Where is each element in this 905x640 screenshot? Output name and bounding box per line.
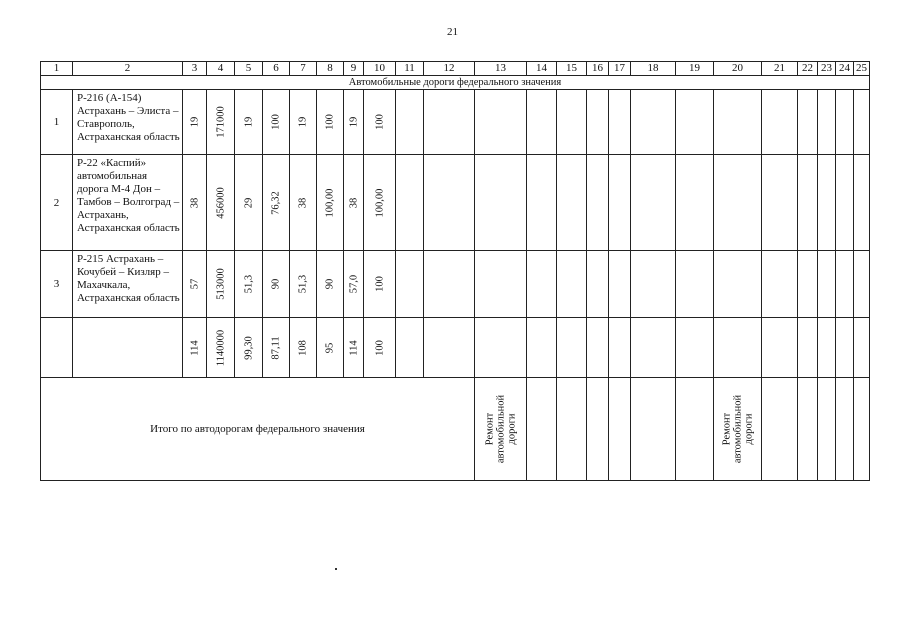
cell-c8: 100: [317, 90, 344, 155]
empty-cell: [818, 378, 836, 481]
empty-cell: [609, 378, 631, 481]
empty-cell: [41, 318, 73, 378]
column-header: 7: [290, 62, 317, 76]
column-header: 13: [475, 62, 527, 76]
empty-cell: [424, 318, 475, 378]
repair-cell-20: [714, 378, 762, 481]
empty-cell: [798, 90, 818, 155]
empty-cell: [475, 318, 527, 378]
road-name: Р-216 (А-154) Астрахань – Элиста – Ставрополь, Астраханская область: [73, 90, 183, 155]
repair-label: Ремонт автомобильной дороги: [484, 394, 517, 464]
column-header: 19: [676, 62, 714, 76]
cell-c10: 100: [364, 90, 396, 155]
empty-cell: [557, 378, 587, 481]
column-header: 11: [396, 62, 424, 76]
empty-cell: [836, 318, 854, 378]
empty-cell: [854, 251, 870, 318]
cell-c7: 51,3: [290, 251, 317, 318]
empty-cell: [762, 318, 798, 378]
cell-c10: 100,00: [364, 155, 396, 251]
cell-c5: 51,3: [235, 251, 263, 318]
empty-cell: [676, 251, 714, 318]
empty-cell: [396, 90, 424, 155]
empty-cell: [527, 318, 557, 378]
empty-cell: [798, 155, 818, 251]
table-row: [41, 90, 870, 155]
empty-cell: [557, 155, 587, 251]
total-c3: 114: [183, 318, 207, 378]
scan-speck: [335, 568, 337, 570]
empty-cell: [527, 378, 557, 481]
empty-cell: [587, 318, 609, 378]
cell-c4: 171000: [207, 90, 235, 155]
empty-cell: [836, 90, 854, 155]
column-header: 22: [798, 62, 818, 76]
empty-cell: [73, 318, 183, 378]
total-c7: 108: [290, 318, 317, 378]
empty-cell: [424, 251, 475, 318]
empty-cell: [676, 318, 714, 378]
total-c10: 100: [364, 318, 396, 378]
empty-cell: [676, 90, 714, 155]
empty-cell: [557, 90, 587, 155]
total-c6: 87,11: [263, 318, 290, 378]
cell-c9: 38: [344, 155, 364, 251]
cell-c7: 19: [290, 90, 317, 155]
total-c8: 95: [317, 318, 344, 378]
cell-c5: 19: [235, 90, 263, 155]
column-header: 3: [183, 62, 207, 76]
column-header: 2: [73, 62, 183, 76]
empty-cell: [475, 251, 527, 318]
empty-cell: [836, 378, 854, 481]
empty-cell: [631, 318, 676, 378]
cell-c4: 513000: [207, 251, 235, 318]
empty-cell: [836, 155, 854, 251]
empty-cell: [587, 155, 609, 251]
column-header: 20: [714, 62, 762, 76]
total-label-row: [41, 378, 870, 481]
column-header: 25: [854, 62, 870, 76]
empty-cell: [609, 251, 631, 318]
section-row: [41, 76, 870, 90]
empty-cell: [762, 378, 798, 481]
cell-c5: 29: [235, 155, 263, 251]
column-header: 23: [818, 62, 836, 76]
empty-cell: [798, 378, 818, 481]
column-number-row: [41, 62, 870, 76]
table-row: [41, 155, 870, 251]
total-c4: 1140000: [207, 318, 235, 378]
empty-cell: [631, 251, 676, 318]
cell-c9: 57,0: [344, 251, 364, 318]
empty-cell: [557, 251, 587, 318]
empty-cell: [424, 155, 475, 251]
cell-c10: 100: [364, 251, 396, 318]
empty-cell: [818, 251, 836, 318]
column-header: 18: [631, 62, 676, 76]
cell-c3: 38: [183, 155, 207, 251]
cell-c3: 57: [183, 251, 207, 318]
empty-cell: [475, 90, 527, 155]
empty-cell: [836, 251, 854, 318]
empty-cell: [609, 318, 631, 378]
empty-cell: [798, 251, 818, 318]
empty-cell: [762, 155, 798, 251]
repair-cell-13: [475, 378, 527, 481]
empty-cell: [557, 318, 587, 378]
empty-cell: [609, 90, 631, 155]
empty-cell: [762, 251, 798, 318]
empty-cell: [714, 155, 762, 251]
empty-cell: [798, 318, 818, 378]
empty-cell: [527, 155, 557, 251]
cell-c9: 19: [344, 90, 364, 155]
empty-cell: [609, 155, 631, 251]
cell-c4: 456000: [207, 155, 235, 251]
row-number: 3: [41, 251, 73, 318]
column-header: 8: [317, 62, 344, 76]
section-title: Автомобильные дороги федерального значения: [41, 76, 870, 90]
column-header: 21: [762, 62, 798, 76]
column-header: 1: [41, 62, 73, 76]
column-header: 4: [207, 62, 235, 76]
column-header: 14: [527, 62, 557, 76]
total-label: Итого по автодорогам федерального значения: [41, 378, 475, 481]
empty-cell: [396, 155, 424, 251]
cell-c6: 90: [263, 251, 290, 318]
empty-cell: [587, 378, 609, 481]
empty-cell: [818, 155, 836, 251]
empty-cell: [475, 155, 527, 251]
column-header: 24: [836, 62, 854, 76]
cell-c7: 38: [290, 155, 317, 251]
column-header: 16: [587, 62, 609, 76]
empty-cell: [631, 378, 676, 481]
empty-cell: [714, 90, 762, 155]
empty-cell: [714, 318, 762, 378]
cell-c3: 19: [183, 90, 207, 155]
empty-cell: [818, 318, 836, 378]
empty-cell: [714, 251, 762, 318]
row-number: 2: [41, 155, 73, 251]
empty-cell: [631, 90, 676, 155]
empty-cell: [424, 90, 475, 155]
road-name: Р-215 Астрахань – Кочубей – Кизляр – Махачкала, Астраханская область: [73, 251, 183, 318]
repair-label: Ремонт автомобильной дороги: [721, 394, 754, 464]
empty-cell: [854, 155, 870, 251]
empty-cell: [854, 378, 870, 481]
column-header: 17: [609, 62, 631, 76]
column-header: 15: [557, 62, 587, 76]
row-number: 1: [41, 90, 73, 155]
cell-c6: 100: [263, 90, 290, 155]
page-number: 21: [447, 26, 458, 38]
empty-cell: [527, 90, 557, 155]
empty-cell: [762, 90, 798, 155]
total-c5: 99,30: [235, 318, 263, 378]
empty-cell: [527, 251, 557, 318]
road-name: Р-22 «Каспий» автомобильная дорога М-4 Дон – Тамбов – Волгоград – Астрахань, Астраханская область: [73, 155, 183, 251]
cell-c8: 90: [317, 251, 344, 318]
federal-roads-table: [40, 61, 870, 481]
table-row: [41, 251, 870, 318]
totals-row: [41, 318, 870, 378]
cell-c8: 100,00: [317, 155, 344, 251]
cell-c6: 76,32: [263, 155, 290, 251]
empty-cell: [676, 378, 714, 481]
column-header: 6: [263, 62, 290, 76]
column-header: 9: [344, 62, 364, 76]
empty-cell: [587, 90, 609, 155]
column-header: 5: [235, 62, 263, 76]
empty-cell: [587, 251, 609, 318]
empty-cell: [818, 90, 836, 155]
empty-cell: [854, 318, 870, 378]
total-c9: 114: [344, 318, 364, 378]
column-header: 12: [424, 62, 475, 76]
empty-cell: [676, 155, 714, 251]
empty-cell: [396, 318, 424, 378]
column-header: 10: [364, 62, 396, 76]
empty-cell: [396, 251, 424, 318]
empty-cell: [854, 90, 870, 155]
empty-cell: [631, 155, 676, 251]
